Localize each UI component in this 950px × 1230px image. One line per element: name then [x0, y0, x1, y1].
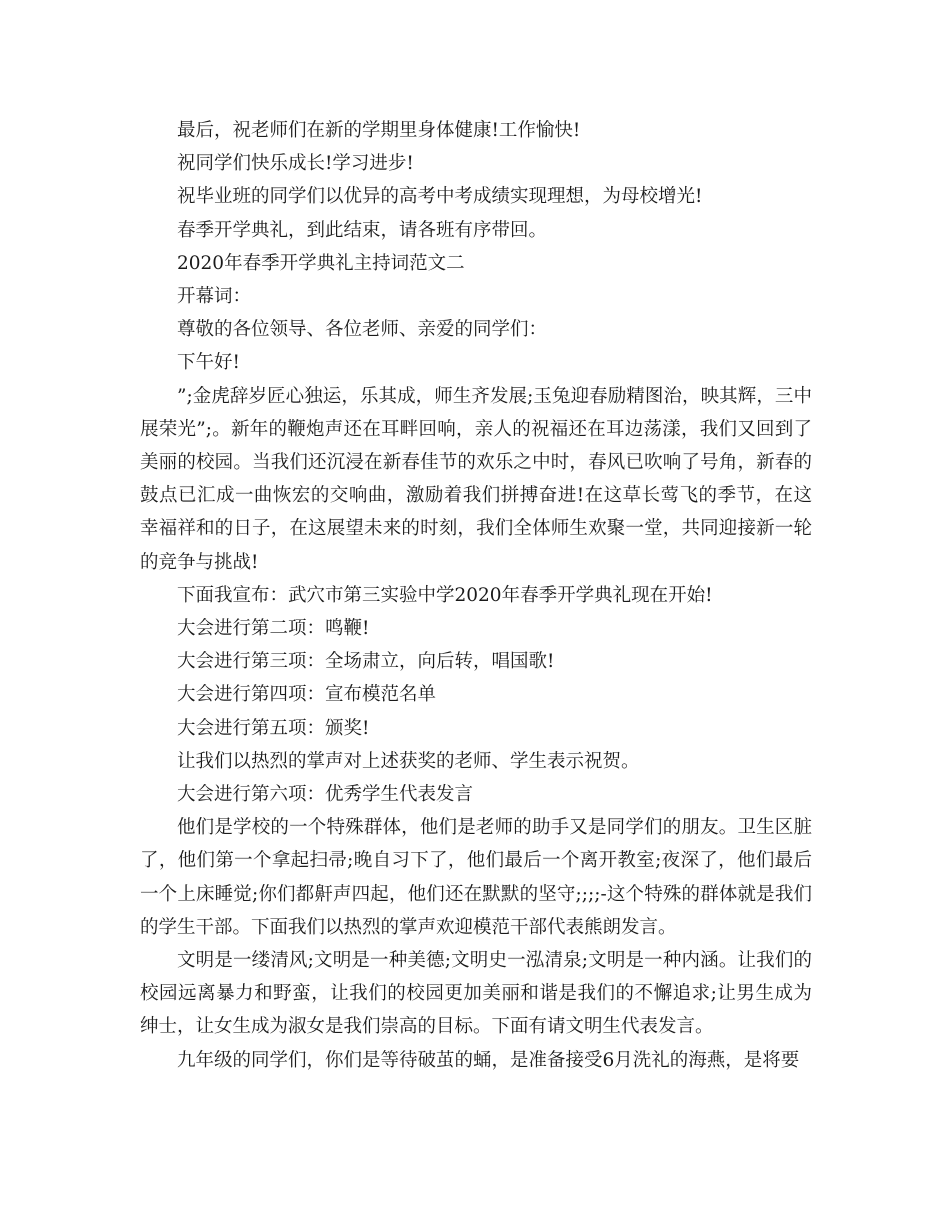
- agenda-item-6: 大会进行第六项：优秀学生代表发言: [177, 784, 474, 806]
- congratulation-line: 让我们以热烈的掌声对上述获奖的老师、学生表示祝贺。: [177, 750, 640, 772]
- civility-paragraph: 文明是一缕清风;文明是一种美德;文明史一泓清泉;文明是一种内涵。让我们的校园远离暴力和野蛮，让我们的校园更加美丽和谐是我们的不懈追求;让男生成为绅士，让女生成为淑女是我们崇高的目标。下面有请文明生代表发言。: [140, 950, 812, 1038]
- opening-remarks-label: 开幕词：: [177, 286, 252, 308]
- agenda-item-5: 大会进行第五项：颁奖!: [177, 717, 370, 739]
- closing-wish-students: 祝同学们快乐成长!学习进步!: [177, 153, 414, 175]
- announcement: 下面我宣布：武穴市第三实验中学2020年春季开学典礼现在开始!: [177, 584, 713, 606]
- opening-paragraph: ”;金虎辞岁匠心独运，乐其成，师生齐发展;玉兔迎春励精图治，映其辉，三中展荣光”;。新年的鞭炮声还在耳畔回响，亲人的祝福还在耳边荡漾，我们又回到了美丽的校园。当我们还沉浸在新春佳节的欢乐之中时，春风已吹响了号角，新春的鼓点已汇成一曲恢宏的交响曲，激励着我们拼搏奋进!在这草长莺飞的季节，在这幸福祥和的日子，在这展望未来的时刻，我们全体师生欢聚一堂，共同迎接新一轮的竞争与挑战!: [140, 385, 812, 573]
- agenda-item-3: 大会进行第三项：全场肃立，向后转，唱国歌!: [177, 651, 555, 673]
- closing-wish-teachers: 最后，祝老师们在新的学期里身体健康!工作愉快!: [177, 120, 581, 141]
- salutation: 尊敬的各位领导、各位老师、亲爱的同学们：: [177, 319, 548, 341]
- agenda-item-4: 大会进行第四项：宣布模范名单: [177, 684, 437, 706]
- agenda-item-2: 大会进行第二项：鸣鞭!: [177, 618, 370, 640]
- student-cadre-paragraph: 他们是学校的一个特殊群体，他们是老师的助手又是同学们的朋友。卫生区脏了，他们第一个拿起扫帚;晚自习下了，他们最后一个离开教室;夜深了，他们最后一个上床睡觉;你们都鼾声四起，他们还在默默的坚守;;;;-这个特殊的群体就是我们的学生干部。下面我们以热烈的掌声欢迎模范干部代表熊朗发言。: [140, 817, 812, 938]
- grade-nine-paragraph: 九年级的同学们，你们是等待破茧的蛹，是准备接受6月洗礼的海燕，是将要: [177, 1049, 800, 1071]
- ceremony-end-notice: 春季开学典礼，到此结束，请各班有序带回。: [177, 219, 548, 241]
- closing-wish-graduates: 祝毕业班的同学们以优异的高考中考成绩实现理想，为母校增光!: [177, 186, 703, 208]
- greeting: 下午好!: [177, 352, 240, 374]
- section-title: 2020年春季开学典礼主持词范文二: [177, 252, 465, 274]
- document-body: [140, 114, 812, 1077]
